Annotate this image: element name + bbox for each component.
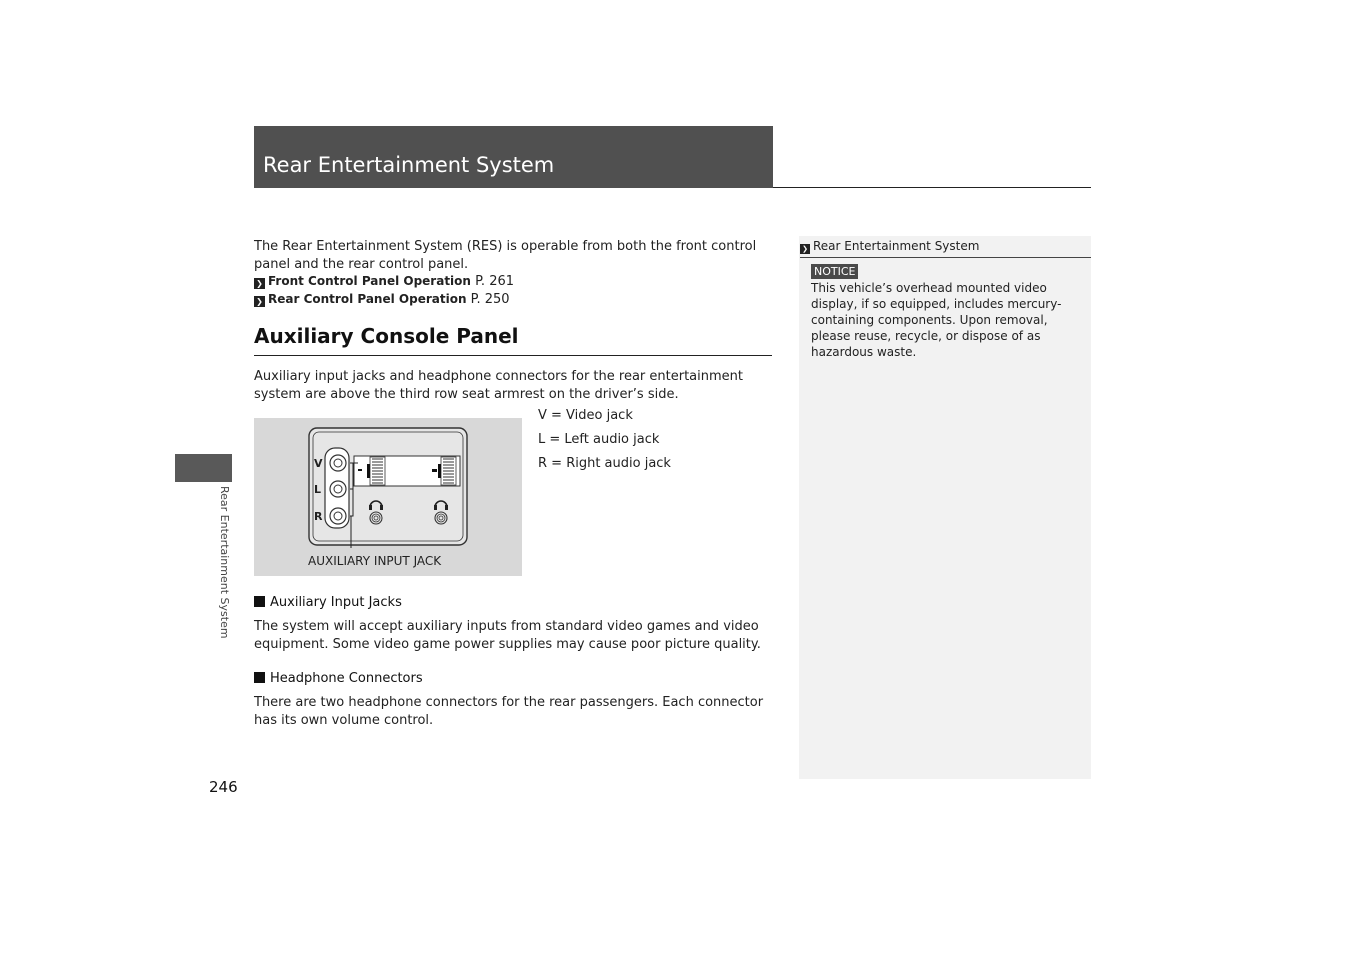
subsection-title: Headphone Connectors (270, 671, 423, 686)
section-rule (254, 355, 772, 356)
title-rule (773, 187, 1091, 188)
xref-rear-control[interactable] (254, 292, 510, 307)
xref-label: Rear Control Panel Operation (268, 292, 467, 306)
notes-arrow-icon: ❯ (800, 244, 810, 254)
square-bullet-icon (254, 596, 265, 607)
xref-arrow-icon: ❯ (254, 278, 265, 289)
side-notes-rule (800, 257, 1091, 258)
notice-badge: NOTICE (811, 264, 858, 279)
jack-r-icon (330, 508, 346, 524)
volume-wheel-left-icon (367, 457, 385, 485)
chapter-tab-label: Rear Entertainment System (218, 486, 231, 639)
page-title: Rear Entertainment System (263, 153, 555, 177)
subsection-heading-headphones (254, 671, 423, 686)
legend-right-audio: R = Right audio jack (538, 456, 671, 471)
subsection-title: Auxiliary Input Jacks (270, 595, 402, 610)
legend-video: V = Video jack (538, 408, 633, 423)
xref-page: P. 261 (475, 274, 515, 289)
subsection-text-aux-inputs: The system will accept auxiliary inputs from standard video games and video equipment. Some video game power supplies may cause poor picture quality. (254, 619, 761, 652)
subsection-heading-aux-inputs (254, 595, 402, 610)
jack-l-icon (330, 481, 346, 497)
square-bullet-icon (254, 672, 265, 683)
jack-letter-r: R (314, 510, 323, 523)
section-heading: Auxiliary Console Panel (254, 324, 519, 348)
notice-text: This vehicle’s overhead mounted video display, if so equipped, includes mercury-containing components. Upon removal, please reuse, recycle, or dispose of as hazardous waste. (811, 281, 1062, 359)
intro-text: The Rear Entertainment System (RES) is operable from both the front control panel and the rear control panel. (254, 239, 757, 272)
section-text: Auxiliary input jacks and headphone connectors for the rear entertainment system are above the third row seat armrest on the driver’s side. (254, 369, 743, 402)
side-notes-heading (800, 239, 979, 254)
xref-front-control[interactable] (254, 274, 514, 289)
console-panel-illustration (254, 418, 522, 576)
legend-left-audio: L = Left audio jack (538, 432, 660, 447)
xref-label: Front Control Panel Operation (268, 274, 471, 288)
jack-letter-v: V (314, 457, 323, 470)
xref-page: P. 250 (470, 292, 510, 307)
chapter-tab[interactable] (175, 454, 232, 482)
console-panel-figure (254, 418, 522, 576)
subsection-text-headphones: There are two headphone connectors for the rear passengers. Each connector has its own volume control. (254, 695, 764, 728)
page-number: 246 (209, 778, 238, 796)
side-notes-title: Rear Entertainment System (813, 239, 980, 253)
jack-v-icon (330, 455, 346, 471)
figure-caption: AUXILIARY INPUT JACK (308, 554, 442, 568)
jack-letter-l: L (314, 483, 322, 496)
xref-arrow-icon: ❯ (254, 296, 265, 307)
